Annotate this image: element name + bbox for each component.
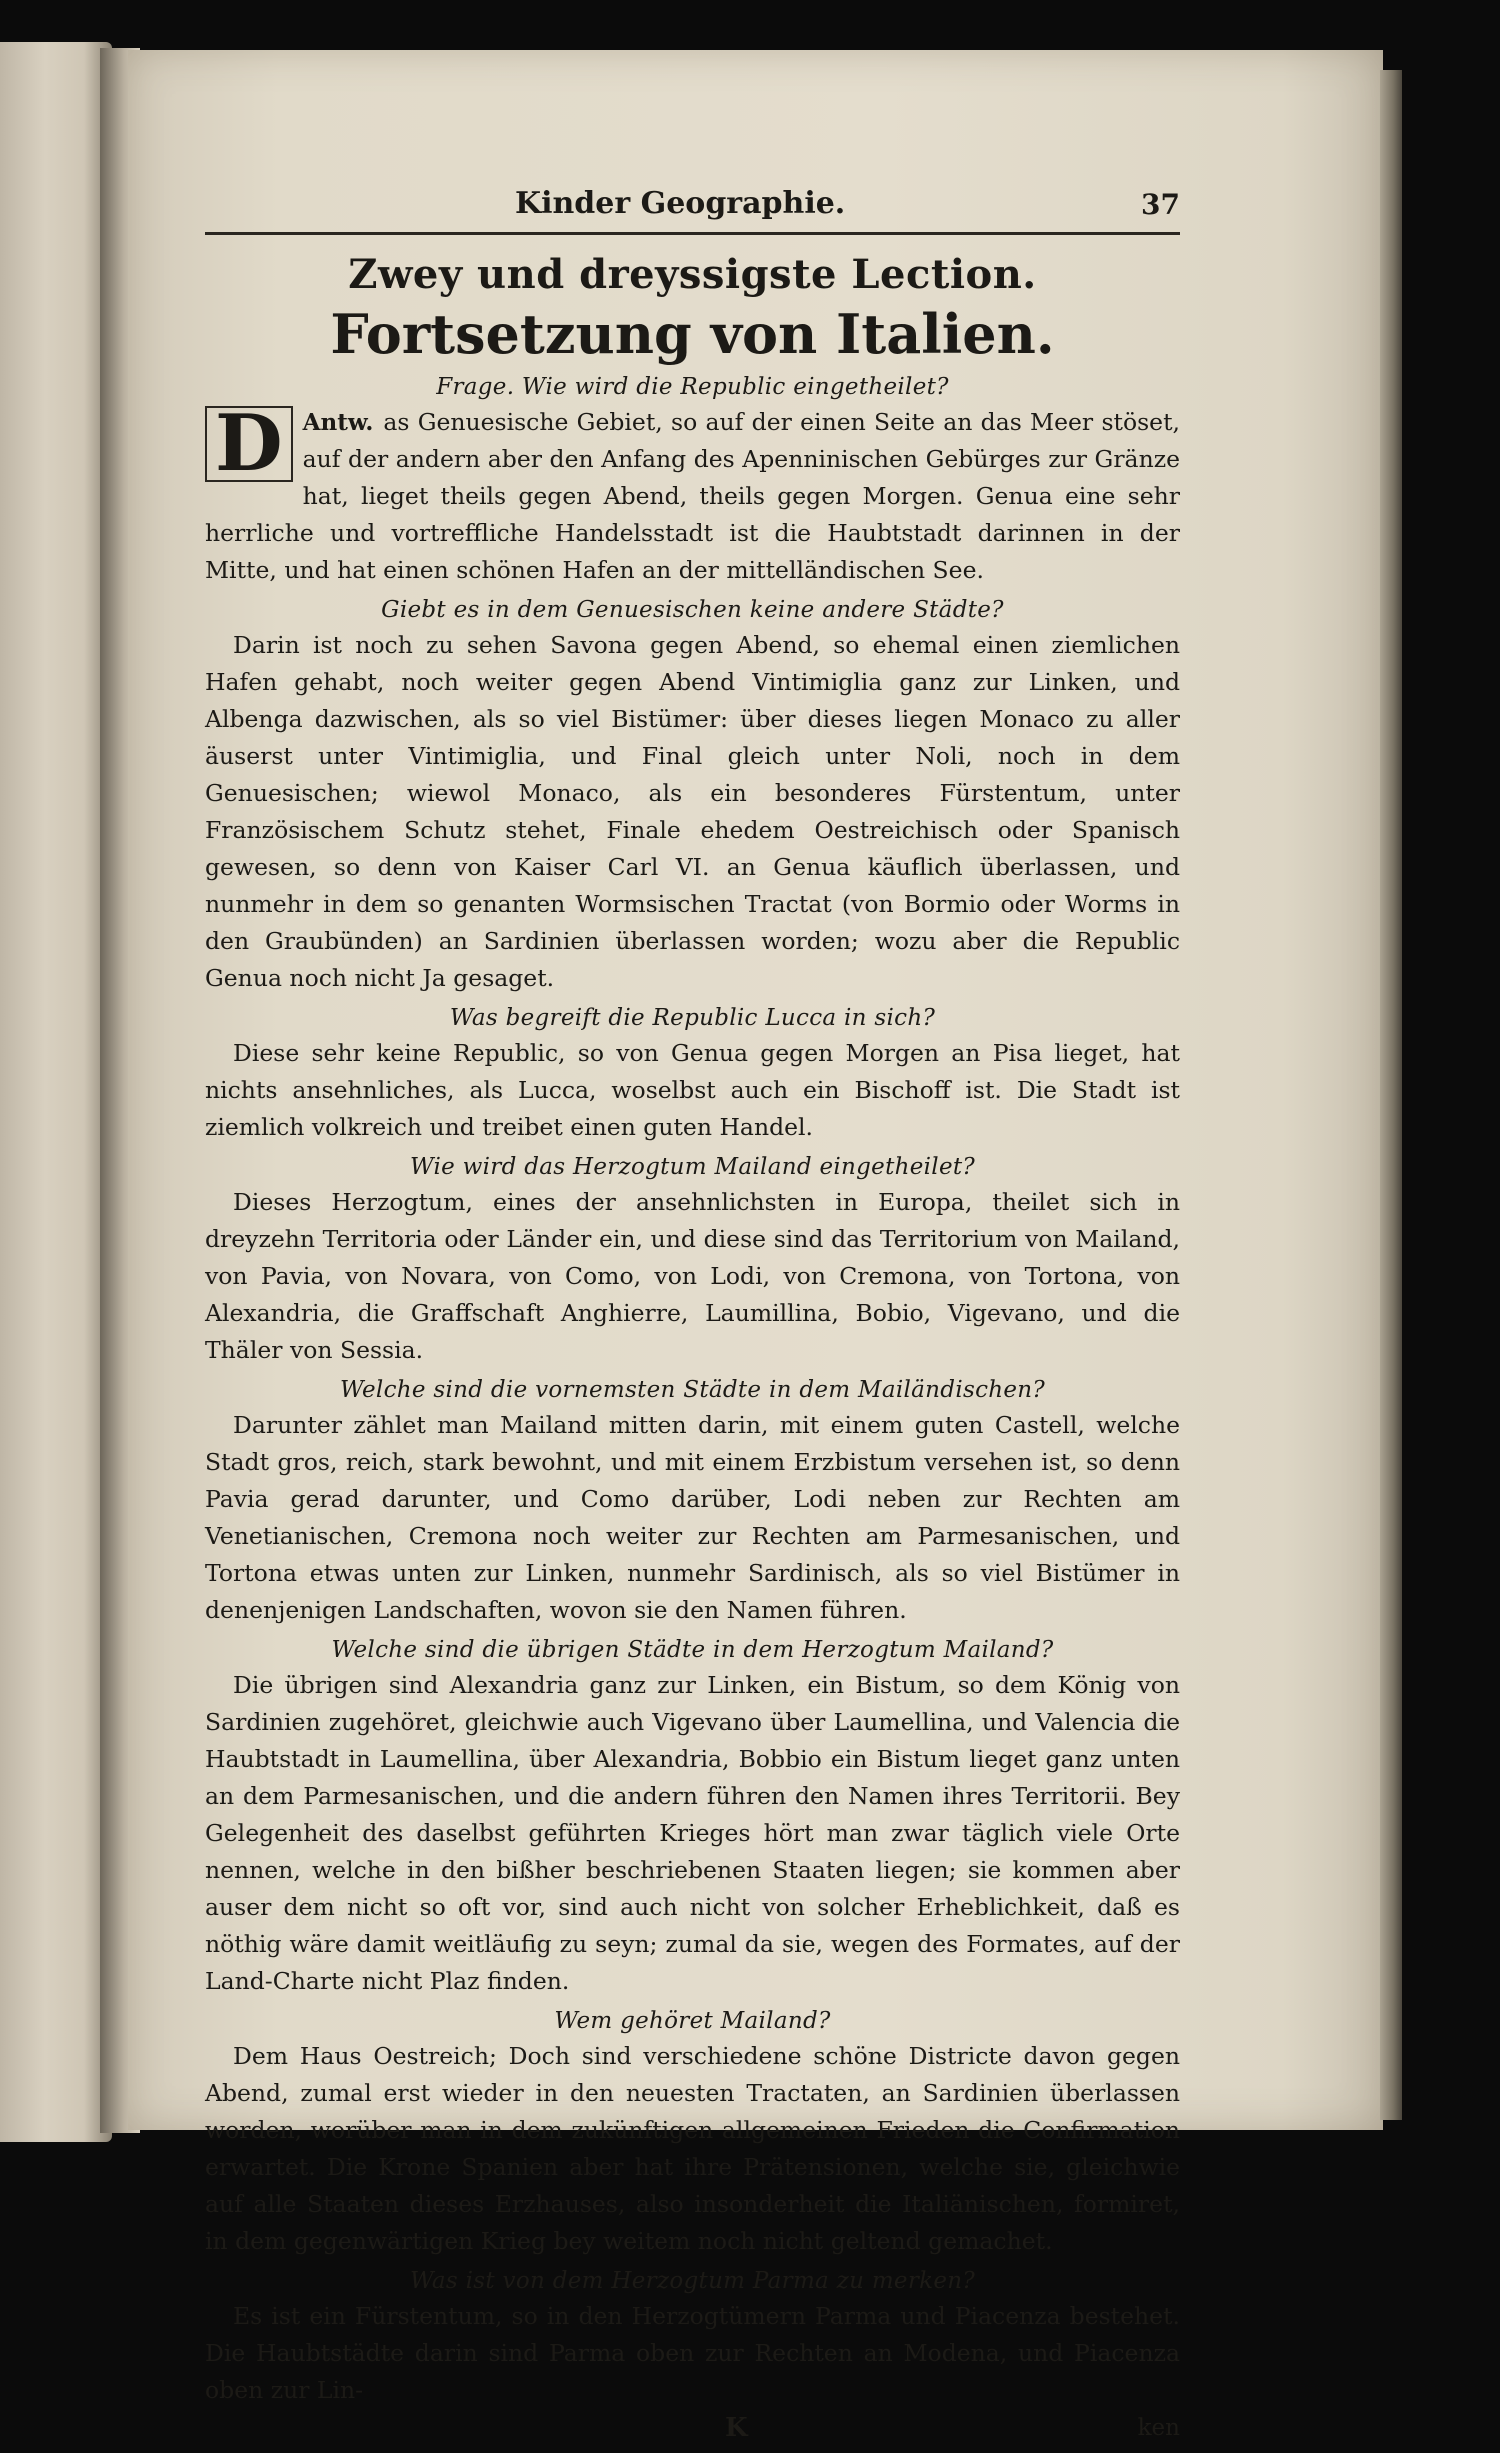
- running-title: Kinder Geographie.: [515, 186, 846, 221]
- catchword: ken: [1137, 2415, 1180, 2441]
- answer-paragraph: Darin ist noch zu sehen Savona gegen Abend, so ehemal einen ziemlichen Hafen gehabt, noch weiter gegen Abend Vintimiglia ganz zur Linken, und Albenga dazwischen, als so viel Bistümer: über dieses liegen Monaco zu aller äuserst unter Vintimiglia, und Final gleich unter Noli, noch in dem Genuesischen; wiewol Monaco, als ein besonderes Fürstentum, unter Französischem Schutz stehet, Finale ehedem Oestreichisch oder Spanisch gewesen, so denn von Kaiser Carl VI. an Genua käuflich überlassen, und nunmehr in dem so genanten Wormsischen Tractat (von Bormio oder Worms in den Graubünden) an Sardinien überlassen worden; wozu aber die Republic Genua noch nicht Ja gesaget.: [205, 631, 1180, 992]
- question: Giebt es in dem Genuesischen keine andere Städte?: [381, 597, 1004, 623]
- answer-paragraph: Darunter zählet man Mailand mitten darin, mit einem guten Castell, welche Stadt gros, reich, stark bewohnt, und mit einem Erzbistum versehen ist, so denn Pavia gerad darunter, und Como darüber, Lodi neben zur Rechten am Venetianischen, Cremona noch weiter zur Rechten am Parmesanischen, und Tortona etwas unten zur Linken, nunmehr Sardinisch, als so viel Bistümer in denenjenigen Landschaften, wovon sie den Namen führen.: [205, 1411, 1180, 1624]
- facing-page-edge: [0, 42, 112, 2142]
- answer-paragraph: Diese sehr keine Republic, so von Genua gegen Morgen an Pisa lieget, hat nichts ansehnliches, als Lucca, woselbst auch ein Bischoff ist. Die Stadt ist ziemlich volkreich und treibet einen guten Handel.: [205, 1039, 1180, 1141]
- running-head: [205, 180, 1180, 235]
- page-stack-edge: [1380, 70, 1402, 2120]
- answer-paragraph: Dem Haus Oestreich; Doch sind verschiedene schöne Districte davon gegen Abend, zumal erst wieder in den neuesten Tractaten, an Sardinien überlassen worden, worüber man in dem zukünftigen allgemeinen Frieden die Confirmation erwartet. Die Krone Spanien aber hat ihre Prätensionen, welche sie, gleichwie auf alle Staaten dieses Erzhauses, also insonderheit die Italiänischen, formiret, in dem gegenwärtigen Krieg bey weitem noch nicht geltend gemachet.: [205, 2042, 1180, 2255]
- signature-mark: K: [725, 2413, 748, 2443]
- answer-paragraph: Dieses Herzogtum, eines der ansehnlichsten in Europa, theilet sich in dreyzehn Territoria oder Länder ein, und diese sind das Territorium von Mailand, von Pavia, von Novara, von Como, von Lodi, von Cremona, von Tortona, von Alexandria, die Graffschaft Anghierre, Laumillina, Bobio, Vigevano, und die Thäler von Sessia.: [205, 1188, 1180, 1364]
- answer-paragraph: Es ist ein Fürstentum, so in den Herzogtümern Parma und Piacenza bestehet. Die Haubtstädte darin sind Parma oben zur Rechten an Modena, und Piacenza oben zur Lin-: [205, 2302, 1180, 2404]
- dropcap-initial: D: [205, 406, 293, 482]
- question: Was ist von dem Herzogtum Parma zu merken?: [409, 2268, 976, 2294]
- answer-text: as Genuesische Gebiet, so auf der einen Seite an das Meer stöset, auf der andern aber den Anfang des Apenninischen Gebürges zur Gränze hat, lieget theils gegen Abend, theils gegen Morgen. Genua eine sehr herrliche und vortreffliche Handelsstadt ist die Haubtstadt darinnen in der Mitte, und hat einen schönen Hafen an der mittelländischen See.: [205, 408, 1180, 584]
- antw-label: Antw.: [302, 409, 374, 436]
- question: Welche sind die vornemsten Städte in dem Mailändischen?: [339, 1377, 1046, 1403]
- question: Welche sind die übrigen Städte in dem Herzogtum Mailand?: [331, 1637, 1054, 1663]
- answer-paragraph: [205, 398, 1180, 589]
- page-content: [205, 180, 1180, 2453]
- lesson-title: Zwey und dreyssigste Lection.: [348, 251, 1037, 298]
- question: Frage. Wie wird die Republic eingetheilet?: [436, 374, 949, 400]
- page-number: 37: [1141, 188, 1180, 221]
- question: Was begreift die Republic Lucca in sich?: [449, 1005, 936, 1031]
- chapter-title: Fortsetzung von Italien.: [330, 302, 1055, 366]
- answer-paragraph: Die übrigen sind Alexandria ganz zur Linken, ein Bistum, so dem König von Sardinien zugehöret, gleichwie auch Vigevano über Laumellina, und Valencia die Haubtstadt in Laumellina, über Alexandria, Bobbio ein Bistum lieget ganz unten an dem Parmesanischen, und die andern führen den Namen ihres Territorii. Bey Gelegenheit des daselbst geführten Krieges hört man zwar täglich viele Orte nennen, welche in den bißher beschriebenen Staaten liegen; sie kommen aber auser dem nicht so oft vor, sind auch nicht von solcher Erheblichkeit, daß es nöthig wäre damit weitläufig zu seyn; zumal da sie, wegen des Formates, auf der Land-Charte nicht Plaz finden.: [205, 1671, 1180, 1995]
- question: Wem gehöret Mailand?: [554, 2008, 831, 2034]
- question: Wie wird das Herzogtum Mailand eingetheilet?: [409, 1154, 976, 1180]
- page-footer: [205, 2413, 1180, 2453]
